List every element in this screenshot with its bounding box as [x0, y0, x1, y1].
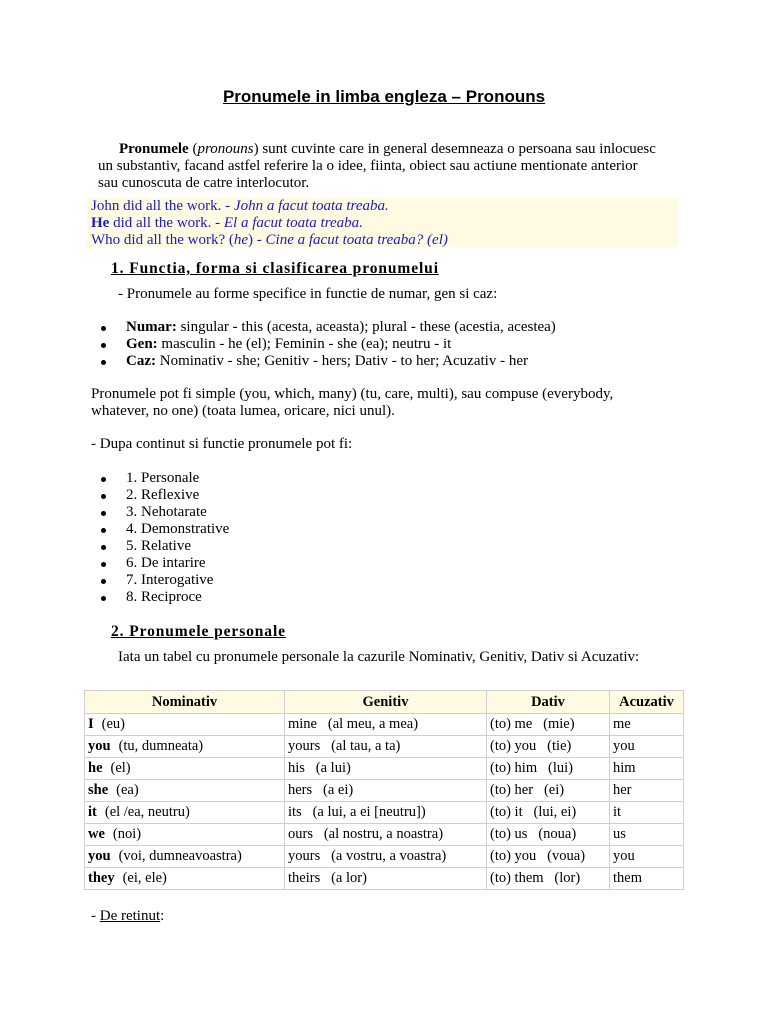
- nominative-cell: I (eu): [85, 714, 285, 736]
- nominative-cell: we (noi): [85, 824, 285, 846]
- list-item: 4. Demonstrative: [101, 521, 229, 538]
- genitive-cell: his (a lui): [285, 758, 487, 780]
- column-header: Acuzativ: [610, 691, 684, 714]
- list-item: 7. Interogative: [101, 572, 229, 589]
- genitive-cell: yours (al tau, a ta): [285, 736, 487, 758]
- note-line: - De retinut:: [91, 908, 165, 924]
- section1-intro: - Pronumele au forme specifice in functie de numar, gen si caz:: [118, 286, 498, 302]
- accusative-cell: her: [610, 780, 684, 802]
- list-item: Numar: singular - this (acesta, aceasta); plural - these (acestia, acestea): [101, 319, 556, 336]
- column-header: Dativ: [487, 691, 610, 714]
- list-item: 1. Personale: [101, 470, 229, 487]
- genitive-cell: mine (al meu, a mea): [285, 714, 487, 736]
- example-line: John did all the work. - John a facut toata treaba.: [91, 198, 389, 214]
- genitive-cell: theirs (a lor): [285, 868, 487, 890]
- examples-box: [87, 198, 678, 247]
- accusative-cell: him: [610, 758, 684, 780]
- list-item: 3. Nehotarate: [101, 504, 229, 521]
- accusative-cell: you: [610, 736, 684, 758]
- table-row: [85, 758, 684, 780]
- list-item: Caz: Nominativ - she; Genitiv - hers; Dativ - to her; Acuzativ - her: [101, 353, 556, 370]
- example-line: Who did all the work? (he) - Cine a facut toata treaba? (el): [91, 232, 448, 248]
- genitive-cell: yours (a vostru, a voastra): [285, 846, 487, 868]
- accusative-cell: us: [610, 824, 684, 846]
- table-row: [85, 714, 684, 736]
- nominative-cell: they (ei, ele): [85, 868, 285, 890]
- intro-line1: sunt cuvinte care in general desemneaza o persoana sau inlocuesc: [262, 141, 656, 157]
- nominative-cell: she (ea): [85, 780, 285, 802]
- categories-list: [101, 319, 556, 370]
- dative-cell: (to) him (lui): [487, 758, 610, 780]
- section-heading-2: 2. Pronumele personale: [111, 623, 286, 640]
- list-item: 6. De intarire: [101, 555, 229, 572]
- intro-term-en: pronouns: [197, 141, 254, 157]
- nominative-cell: it (el /ea, neutru): [85, 802, 285, 824]
- table-header-row: [85, 691, 684, 714]
- table-row: [85, 780, 684, 802]
- nominative-cell: he (el): [85, 758, 285, 780]
- intro-term: Pronumele: [119, 141, 189, 157]
- table-row: [85, 846, 684, 868]
- types-intro: - Dupa continut si functie pronumele pot fi:: [91, 436, 353, 452]
- example-line: He did all the work. - El a facut toata treaba.: [91, 215, 363, 231]
- dative-cell: (to) her (ei): [487, 780, 610, 802]
- list-item: Gen: masculin - he (el); Feminin - she (ea); neutru - it: [101, 336, 556, 353]
- list-item: 5. Relative: [101, 538, 229, 555]
- page-title: Pronumele in limba engleza – Pronouns: [222, 87, 546, 106]
- section-heading-1: 1. Functia, forma si clasificarea pronumelui: [111, 260, 439, 277]
- dative-cell: (to) us (noua): [487, 824, 610, 846]
- table-row: [85, 824, 684, 846]
- accusative-cell: them: [610, 868, 684, 890]
- column-header: Genitiv: [285, 691, 487, 714]
- dative-cell: (to) it (lui, ei): [487, 802, 610, 824]
- dative-cell: (to) you (voua): [487, 846, 610, 868]
- genitive-cell: its (a lui, a ei [neutru]): [285, 802, 487, 824]
- intro-line2: un substantiv, facand astfel referire la o idee, fiinta, obiect sau actiune mentionate anterior: [98, 158, 638, 174]
- dative-cell: (to) you (tie): [487, 736, 610, 758]
- table-row: [85, 736, 684, 758]
- accusative-cell: it: [610, 802, 684, 824]
- intro-paragraph: Pronumele (pronouns) sunt cuvinte care in general desemneaza o persoana sau inlocuesc un substantiv, facand astfel referire la o idee, fiinta, obiect sau actiune mentionate anterior sau cunoscuta de catre interlocutor.: [98, 141, 688, 192]
- dative-cell: (to) me (mie): [487, 714, 610, 736]
- accusative-cell: me: [610, 714, 684, 736]
- nominative-cell: you (voi, dumneavoastra): [85, 846, 285, 868]
- section2-intro: Iata un tabel cu pronumele personale la cazurile Nominativ, Genitiv, Dativ si Acuzativ:: [118, 649, 640, 665]
- list-item: 8. Reciproce: [101, 589, 229, 606]
- list-item: 2. Reflexive: [101, 487, 229, 504]
- table-row: [85, 868, 684, 890]
- simple-compound-paragraph: Pronumele pot fi simple (you, which, many) (tu, care, multi), sau compuse (everybody, whatever, no one) (toata lumea, oricare, nici unul).: [91, 386, 614, 419]
- intro-line3: sau cunoscuta de catre interlocutor.: [98, 175, 310, 191]
- nominative-cell: you (tu, dumneata): [85, 736, 285, 758]
- genitive-cell: ours (al nostru, a noastra): [285, 824, 487, 846]
- note-label: De retinut: [99, 908, 161, 924]
- accusative-cell: you: [610, 846, 684, 868]
- table-row: [85, 802, 684, 824]
- column-header: Nominativ: [85, 691, 285, 714]
- types-list: [101, 470, 229, 606]
- genitive-cell: hers (a ei): [285, 780, 487, 802]
- pronouns-table: [84, 690, 684, 890]
- dative-cell: (to) them (lor): [487, 868, 610, 890]
